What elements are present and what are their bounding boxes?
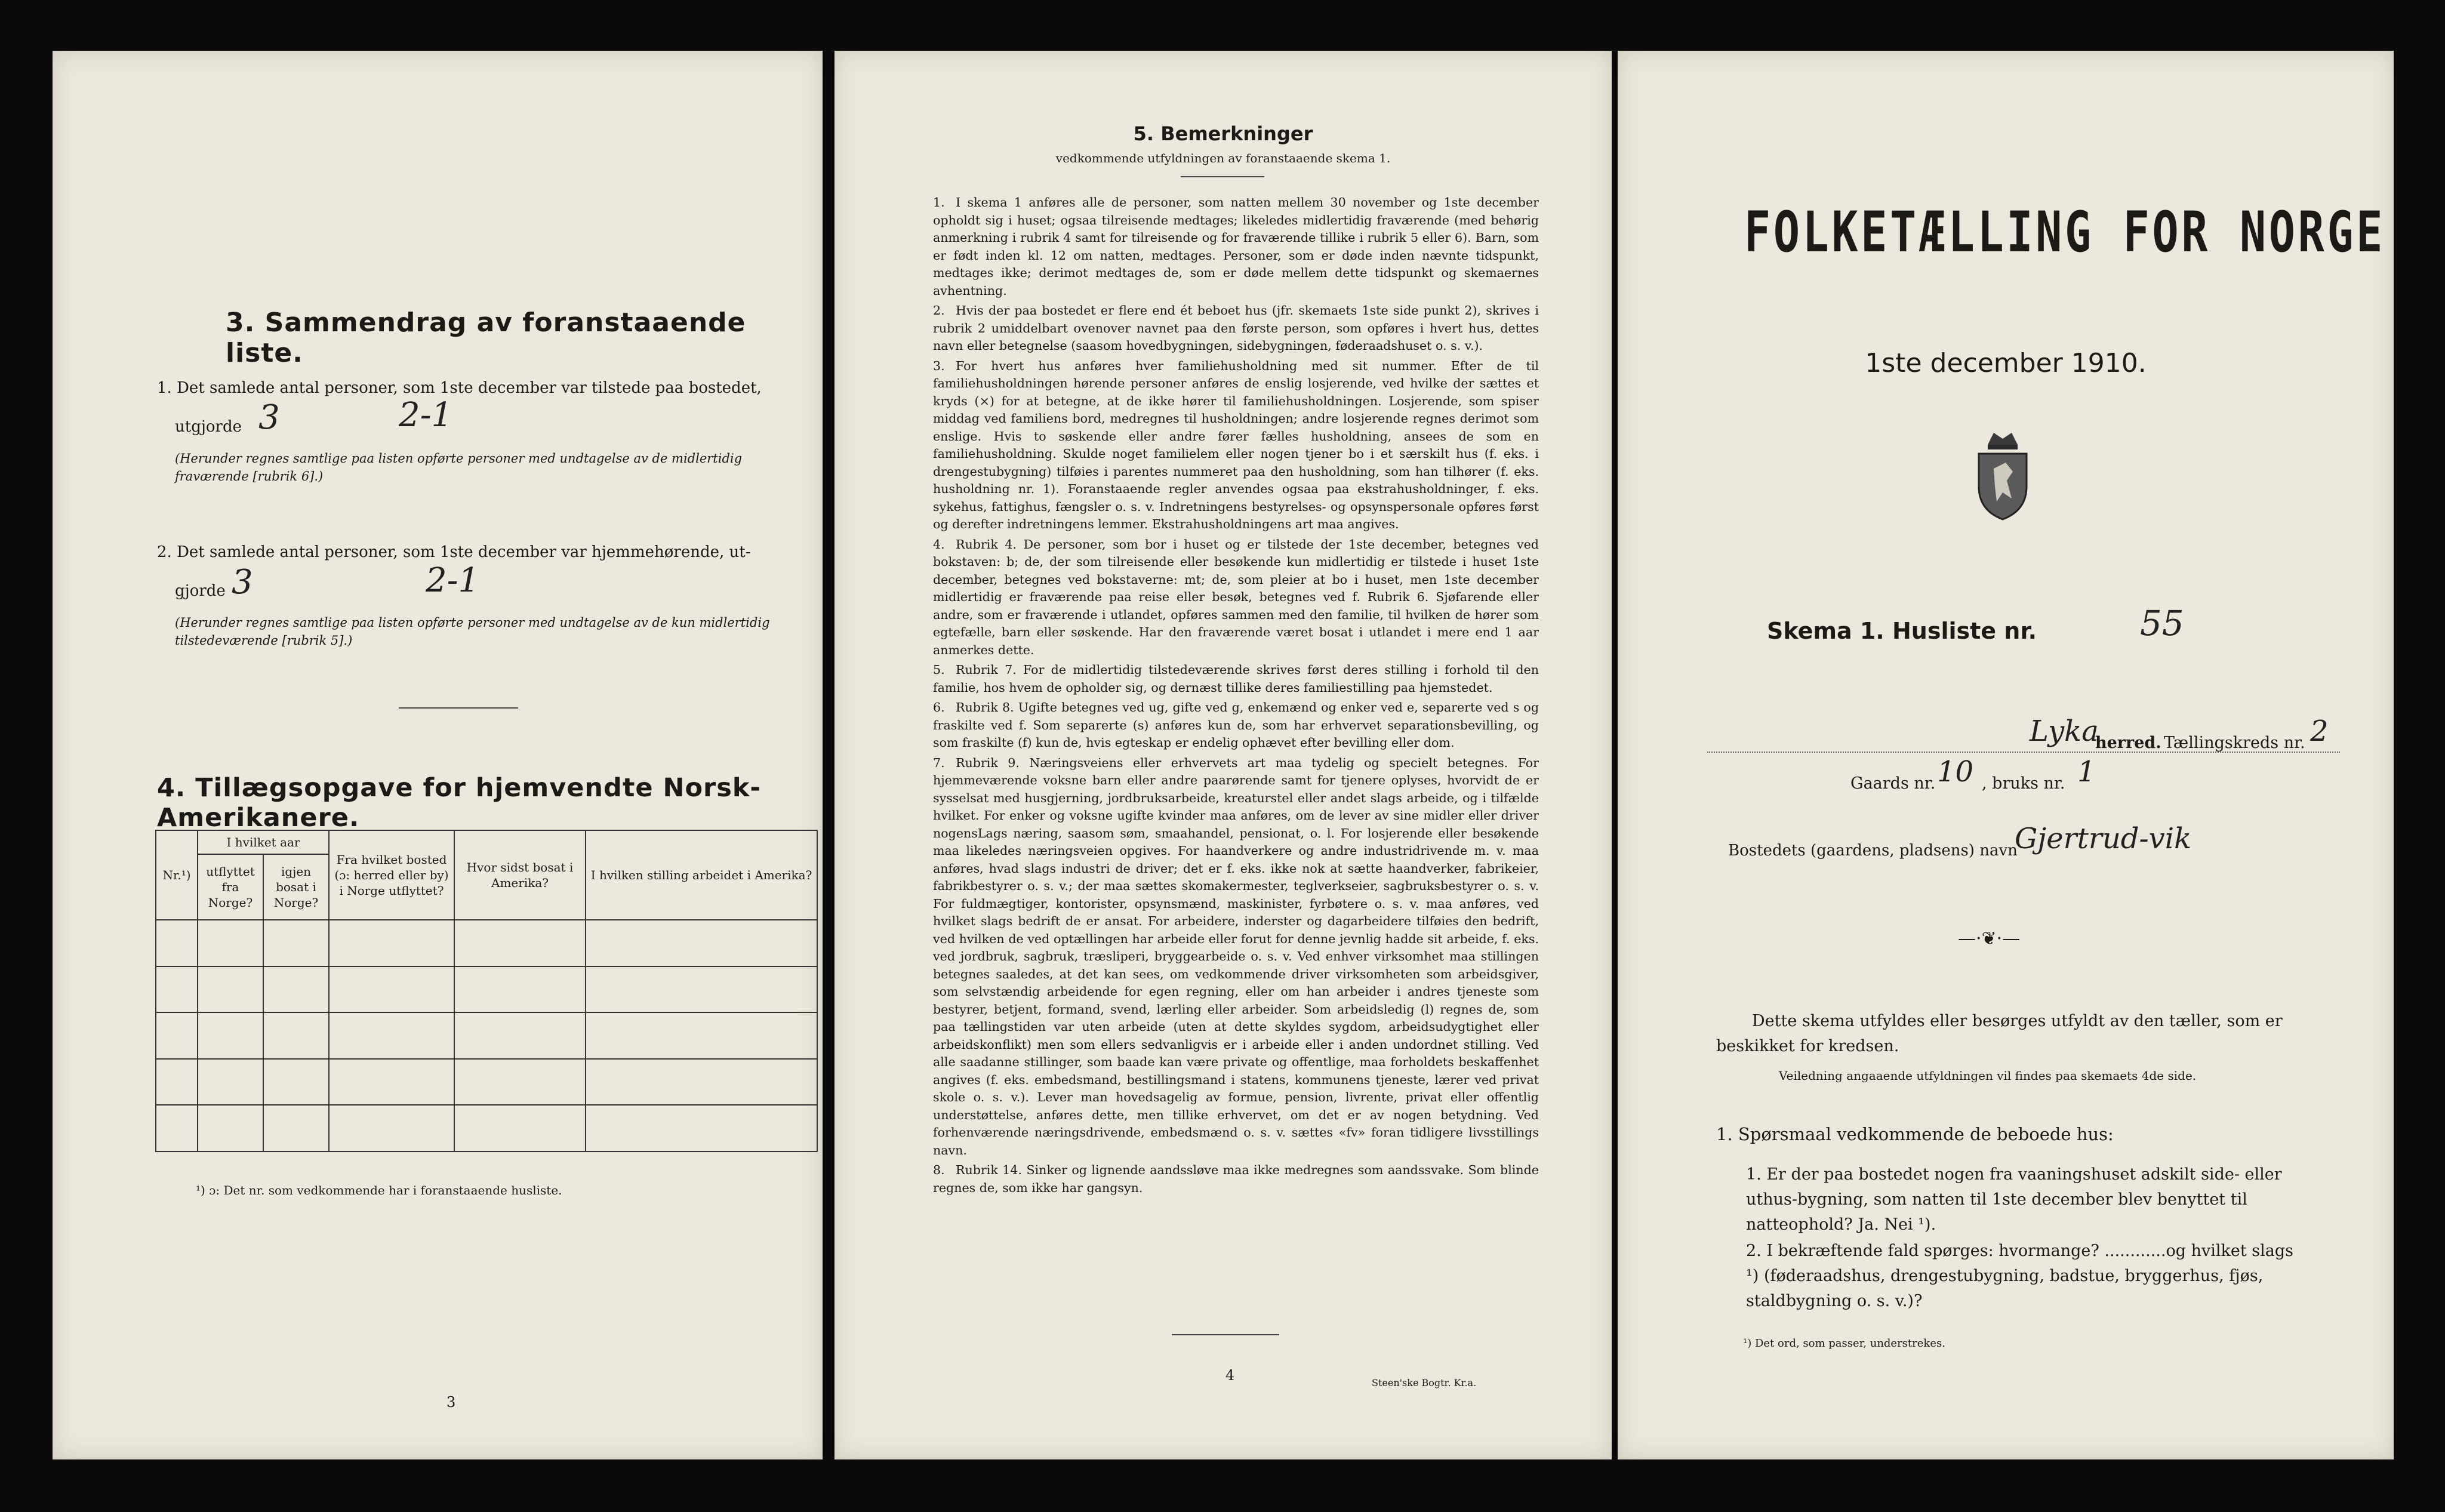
- divider: [1181, 176, 1264, 177]
- ornament-divider-icon: —·❦·—: [1958, 928, 2021, 949]
- bemerkning-paragraph: [933, 1162, 1539, 1197]
- section-4-title: 4. Tillægsopgave for hjemvendte Norsk-Amerikanere.: [157, 773, 762, 833]
- husliste-nr: 55: [2140, 603, 2184, 643]
- item1-utgjorde: utgjorde: [175, 418, 242, 436]
- bemerkning-paragraph: [933, 302, 1539, 355]
- bemerkning-paragraph: [933, 358, 1539, 534]
- table-row: [156, 966, 817, 1013]
- herred-hand: Lyka: [2030, 715, 2099, 748]
- q1-heading: 1. Spørsmaal vedkommende de beboede hus:: [1716, 1124, 2114, 1144]
- paragraph-number: 5.: [933, 663, 945, 677]
- kreds-label: Tællingskreds nr.: [2164, 734, 2305, 752]
- paragraph-number: 2.: [933, 303, 945, 318]
- page-number: 3: [446, 1394, 456, 1411]
- item1-text: 1. Det samlede antal personer, som 1ste december var tilstede paa bostedet,: [157, 379, 762, 397]
- paragraph-number: 6.: [933, 700, 945, 715]
- item1-note: (Herunder regnes samtlige paa listen opførte personer med undtagelse av de midlertidig fraværende [rubrik 6].): [175, 451, 743, 484]
- printer-mark: Steen'ske Bogtr. Kr.a.: [1372, 1377, 1477, 1388]
- col-hvilket-aar: I hvilket aar: [198, 830, 329, 854]
- col-stilling: I hvilken stilling arbeidet i Amerika?: [586, 830, 817, 920]
- table-row: [156, 920, 817, 966]
- paragraph-text: Hvis der paa bostedet er flere end ét beboet hus (jfr. skemaets 1ste side punkt 2), skrives i rubrik 2 umiddelbart ovenover navnet paa den første person, som opføres i hvert hus, dettes navn eller betegnelse (saasom hovedbygningen, sidebygningen, føderaadshuset o. s. v.).: [933, 303, 1539, 353]
- bruks-hand: 1: [2077, 755, 2096, 789]
- bemerkning-paragraph: [933, 755, 1539, 1160]
- q1-1-text: 1. Er der paa bostedet nogen fra vaaningshuset adskilt side- eller uthus-bygning, som natten til 1ste december blev benyttet til natteophold? Ja. Nei ¹).: [1746, 1165, 2282, 1234]
- item2-utgjorde: gjorde: [175, 582, 226, 600]
- item1-hand-a: 3: [258, 398, 280, 437]
- divider: [399, 707, 518, 709]
- skema-label: Skema 1. Husliste nr.: [1767, 618, 2037, 644]
- bemerkning-paragraph: [933, 194, 1539, 300]
- gaards-hand: 10: [1937, 755, 1974, 789]
- gaards-label: Gaards nr.: [1850, 774, 1936, 793]
- footnote: ¹) Det ord, som passer, understrekes.: [1743, 1337, 1945, 1350]
- paragraph-text: For hvert hus anføres hver familiehusholdning med sit nummer. Efter de til familiehusholdningen hørende personer anføres de enslig losjerende, ved hvilke der sættes et kryds (×) for at betegne, at de ikke hører til familiehusholdningen. Losjerende, som spiser middag ved familiens bord, medregnes til husholdningen; andre losjerende regnes derimot som enslige. Hvis to søskende eller andre fører fælles husholdning, ansees de som en familiehusholdning. Skulde noget familielem eller nogen tjener bo i et særskilt hus (f. eks. i drengestubygning) tilføies i parentes nummeret paa den husholdning, som han tilhører (f. eks. husholdning nr. 1). Foranstaaende regler anvendes ogsaa paa ekstrahusholdninger, f. eks. sykehus, fattighus, fængsler o. s. v. Indretningens bestyrelses- og opsynspersonale opføres først og derefter indretningens lemmer. Ekstrahusholdningens art maa angives.: [933, 358, 1539, 531]
- table-row: [156, 1012, 817, 1059]
- item2-note: (Herunder regnes samtlige paa listen opførte personer med undtagelse av de kun midlertidig tilstedeværende [rubrik 5].): [175, 615, 770, 648]
- paragraph-text: I skema 1 anføres alle de personer, som natten mellem 30 november og 1ste december opholdt sig i huset; ogsaa tilreisende medtages; likeledes midlertidig fraværende (med behørig anmerkning i rubrik 4 samt for tilreisende og for fraværende tillike i rubrik 5 eller 6). Barn, som er født inden kl. 12 om natten, medtages. Personer, som er døde inden nævnte tidspunkt, medtages ikke; derimot medtages de, som er døde mellem dette tidspunkt og skemaernes avhentning.: [933, 195, 1539, 298]
- table-footnote: ¹) ɔ: Det nr. som vedkommende har i foranstaaende husliste.: [196, 1183, 562, 1197]
- col-nr: Nr.¹): [156, 830, 198, 920]
- bosted-hand: Gjertrud-vik: [2015, 822, 2192, 855]
- kreds-hand: 2: [2310, 715, 2329, 748]
- paragraph-number: 8.: [933, 1163, 945, 1177]
- census-date: 1ste december 1910.: [1865, 348, 2147, 378]
- col-fra-bosted: Fra hvilket bosted (ɔ: herred eller by) i Norge utflyttet?: [329, 830, 454, 920]
- col-igjen: igjen bosat i Norge?: [263, 854, 329, 920]
- col-utflyttet: utflyttet fra Norge?: [198, 854, 263, 920]
- paragraph-text: Rubrik 9. Næringsveiens eller erhvervets art maa tydelig og specielt betegnes. For hjemmeværende voksne barn eller andre paarørende samt for tjenere oplyses, hvorvidt de er sysselsat med husgjerning, jordbruksarbeide, kreaturstel eller andet slags arbeide, og i tilfælde hvilket. For enker og voksne ugifte kvinder maa anføres, om de lever av sine midler eller driver nogensLags næring, saasom søm, smaahandel, pensionat, o. l. For losjerende eller besøkende maa likeledes næringsveien opgives. For haandverkere og andre industridrivende m. v. maa anføres, hvad slags industri de driver; det er f. eks. ikke nok at sætte haandverker, fabrikeier, fabrikbestyrer o. s. v.; der maa sættes skomakermester, teglverkseier, sagbruksbestyrer o. s. v. For fuldmægtiger, kontorister, opsynsmænd, maskinister, fyrbøtere o. s. v. maa anføres, ved hvilket slags bedrift de er ansat. For arbeidere, inderster og dagarbeidere tilføies den bedrift, ved hvilken de ved optællingen har arbeide eller forut for denne jevnlig hadde sit arbeide, f. eks. ved jordbruk, sagbruk, træsliperi, bryggearbeide o. s. v. Ved enhver virksomhet maa stillingen betegnes saaledes, at det kan sees, om vedkommende driver virksomheten som arbeidsgiver, som selvstændig arbeidende for egen regning, eller om han arbeider i andres tjeneste som bestyrer, betjent, formand, svend, lærling eller arbeider. Som arbeidsledig (l) regnes de, som paa tællingstiden var uten arbeide (uten at dette skyldes sygdom, arbeidsudygtighet eller arbeidskonflikt) men som ellers sedvanligvis er i arbeide eller i anden undordnet stilling. Ved alle saadanne stillinger, som baade kan være private og offentlige, maa forholdets beskaffenhet angives (f. eks. embedsmand, bestillingsmand i statens, kommunens tjeneste, lærer ved privat skole o. s. v.). Lever man hovedsagelig av formue, pension, livrente, privat eller offentlig understøttelse, anføres dette, men tillike erhvervet, om det er av nogen betydning. Ved forhenværende næringsdrivende, embedsmænd o. s. v. sættes «fv» foran tidligere livsstillings navn.: [933, 755, 1539, 1157]
- item1-hand-b: 2-1: [399, 396, 453, 435]
- table-row: [156, 1059, 817, 1105]
- paragraph-number: 7.: [933, 755, 945, 770]
- item2-hand-b: 2-1: [426, 561, 480, 600]
- paragraph-text: Rubrik 8. Ugifte betegnes ved ug, gifte ved g, enkemænd og enker ved e, separerte ved s og fraskilte ved f. Som separerte (s) anføres kun de, som har erhvervet separationsbevilling, og som fraskilte (f) kun de, hvis egteskap er endelig ophævet efter bevilling eller dom.: [933, 700, 1539, 750]
- section-5-subtitle: vedkommende utfyldningen av foranstaaende skema 1.: [1055, 151, 1391, 165]
- section-5-title: 5. Bemerkninger: [1133, 122, 1313, 145]
- page-3: [53, 51, 823, 1459]
- bosted-label: Bostedets (gaardens, pladsens) navn: [1728, 842, 2018, 860]
- table-row: [156, 1105, 817, 1151]
- bemerkning-paragraph: [933, 536, 1539, 660]
- paragraph-number: 3.: [933, 358, 945, 373]
- page-4: [834, 51, 1612, 1459]
- herred-label: herred.: [2095, 734, 2161, 752]
- item2-text: 2. Det samlede antal personer, som 1ste december var hjemmehørende, ut-: [157, 543, 751, 561]
- intro-text: Dette skema utfyldes eller besørges utfyldt av den tæller, som er beskikket for kredsen.: [1716, 1012, 2283, 1055]
- page-number: 4: [1225, 1367, 1235, 1384]
- paragraph-text: Rubrik 14. Sinker og lignende aandssløve maa ikke medregnes som aandssvake. Som blinde regnes de, som ikke har gangsyn.: [933, 1163, 1539, 1195]
- coat-of-arms-icon: [1970, 421, 2036, 522]
- veiledning-text: Veiledning angaaende utfyldningen vil findes paa skemaets 4de side.: [1779, 1068, 2197, 1083]
- norsk-amerikanere-table: [155, 830, 818, 1152]
- paragraph-number: 1.: [933, 195, 945, 210]
- paragraph-number: 4.: [933, 537, 945, 552]
- bruks-label: , bruks nr.: [1982, 774, 2065, 793]
- census-title: FOLKETÆLLING FOR NORGE: [1744, 200, 2386, 265]
- divider: [1172, 1334, 1279, 1335]
- col-hvor-sidst: Hvor sidst bosat i Amerika?: [454, 830, 586, 920]
- q1-2-text: 2. I bekræftende fald spørges: hvormange? ............og hvilket slags ¹) (føderaadshus, drengestubygning, badstue, bryggerhus, fjøs, staldbygning o. s. v.)?: [1746, 1242, 2293, 1310]
- paragraph-text: Rubrik 4. De personer, som bor i huset og er tilstede der 1ste december, betegnes ved bokstaven: b; de, der som tilreisende eller besøkende kun midlertidig er tilstede i huset 1ste december, betegnes ved bokstaverne: mt; de, som pleier at bo i huset, men 1ste december midlertidig er fraværende paa reise eller besøk, betegnes ved f. Rubrik 6. Sjøfarende eller andre, som er fraværende i utlandet, opføres sammen med den familie, til hvilken de hører som egtefælle, barn eller søskende. Har den fraværende været bosat i utlandet i mere end 1 aar anmerkes dette.: [933, 537, 1539, 657]
- cover-page: [1618, 51, 2394, 1459]
- bemerkninger-list: [933, 194, 1539, 1199]
- item2-hand-a: 3: [232, 563, 253, 602]
- paragraph-text: Rubrik 7. For de midlertidig tilstedeværende skrives først deres stilling i forhold til den familie, hos hvem de opholder sig, og dernæst tillike deres familiestilling paa hjemstedet.: [933, 663, 1539, 695]
- section-3-title: 3. Sammendrag av foranstaaende liste.: [226, 307, 746, 368]
- bemerkning-paragraph: [933, 699, 1539, 752]
- bemerkning-paragraph: [933, 661, 1539, 697]
